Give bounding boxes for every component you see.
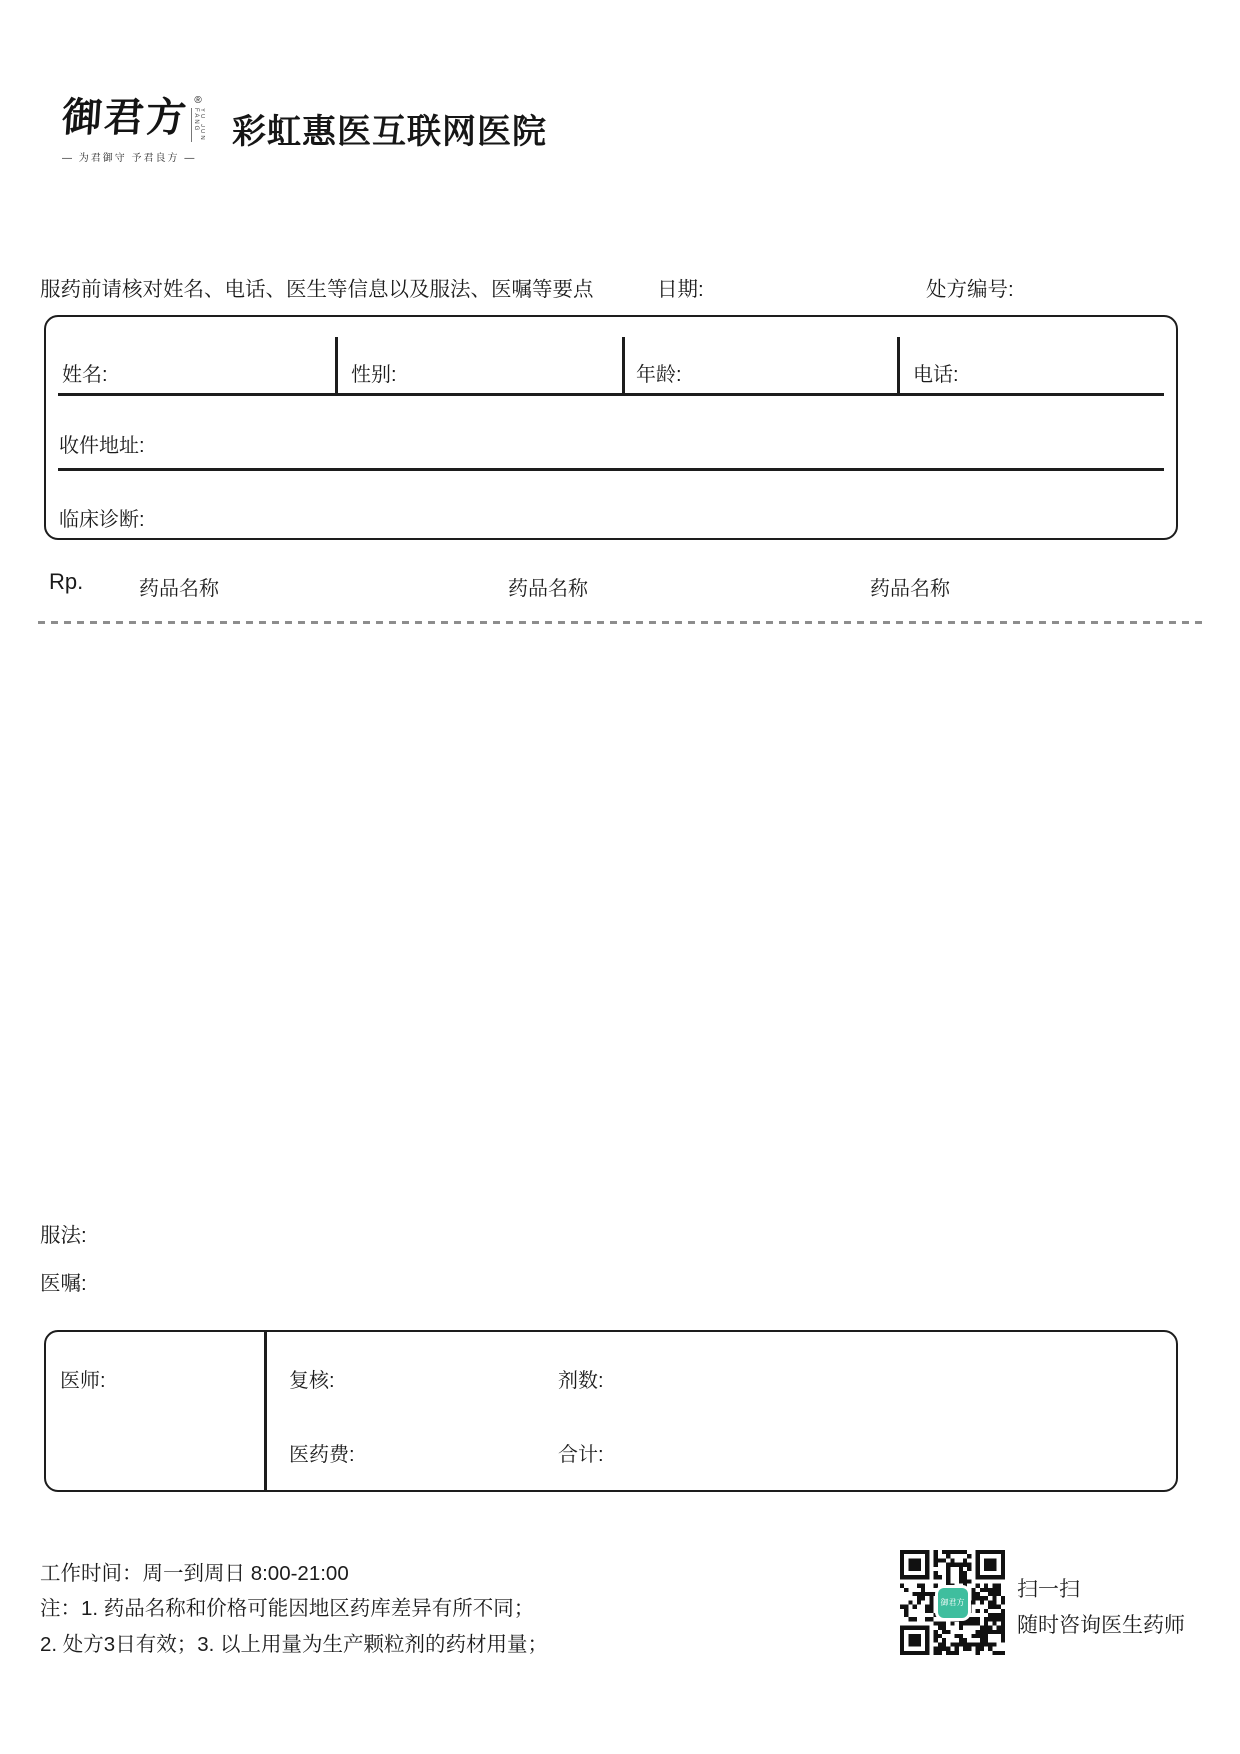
medicine-fee-label: 医药费: (289, 1444, 355, 1466)
patient-name-label: 姓名: (62, 364, 108, 386)
patient-gender-label: 性别: (351, 364, 397, 386)
drug-name-column-header: 药品名称 (508, 578, 588, 600)
divider (897, 337, 900, 393)
divider (264, 1332, 267, 1490)
prescription-number-label: 处方编号: (926, 278, 1014, 301)
patient-age-label: 年龄: (636, 364, 682, 386)
qr-code-icon (900, 1550, 1005, 1655)
brand-tagline: — 为君御守 予君良方 — (62, 153, 197, 164)
qr-scan-sub-label: 随时咨询医生药师 (1017, 1614, 1185, 1637)
drug-name-column-header: 药品名称 (139, 578, 219, 600)
patient-info-box (44, 315, 1178, 540)
divider (58, 468, 1164, 471)
note-line-1: 注：1. 药品名称和价格可能因地区药库差异有所不同； (40, 1597, 535, 1620)
divider (622, 337, 625, 393)
usage-method-label: 服法: (40, 1224, 87, 1247)
brand-logo-vertical-text: YU JUN FANG (193, 108, 205, 142)
physician-label: 医师: (60, 1370, 106, 1392)
patient-phone-label: 电话: (913, 364, 959, 386)
reviewer-label: 复核: (289, 1370, 335, 1392)
doctor-advice-label: 医嘱: (40, 1272, 87, 1295)
dashed-separator (38, 621, 1208, 624)
working-hours-text: 工作时间：周一到周日 8:00-21:00 (40, 1562, 349, 1585)
qr-scan-label: 扫一扫 (1017, 1578, 1080, 1601)
doses-label: 剂数: (558, 1370, 604, 1392)
note-line-2: 2. 处方3日有效；3. 以上用量为生产颗粒剂的药材用量； (40, 1633, 548, 1656)
clinical-diagnosis-label: 临床诊断: (59, 509, 145, 531)
rp-label: Rp. (49, 569, 84, 594)
registered-trademark-icon: ® (194, 95, 202, 106)
hospital-title: 彩虹惠医互联网医院 (232, 113, 547, 151)
check-notice-text: 服药前请核对姓名、电话、医生等信息以及服法、医嘱等要点 (40, 278, 594, 301)
brand-logo (62, 96, 205, 164)
qr-center-brand-badge: 御君方 (938, 1588, 968, 1618)
total-label: 合计: (558, 1444, 604, 1466)
shipping-address-label: 收件地址: (59, 435, 145, 457)
signoff-box (44, 1330, 1178, 1492)
brand-logo-text: 御君方 (60, 94, 190, 141)
date-label: 日期: (657, 278, 704, 301)
divider (335, 337, 338, 393)
divider (58, 393, 1164, 396)
drug-name-column-header: 药品名称 (870, 578, 950, 600)
